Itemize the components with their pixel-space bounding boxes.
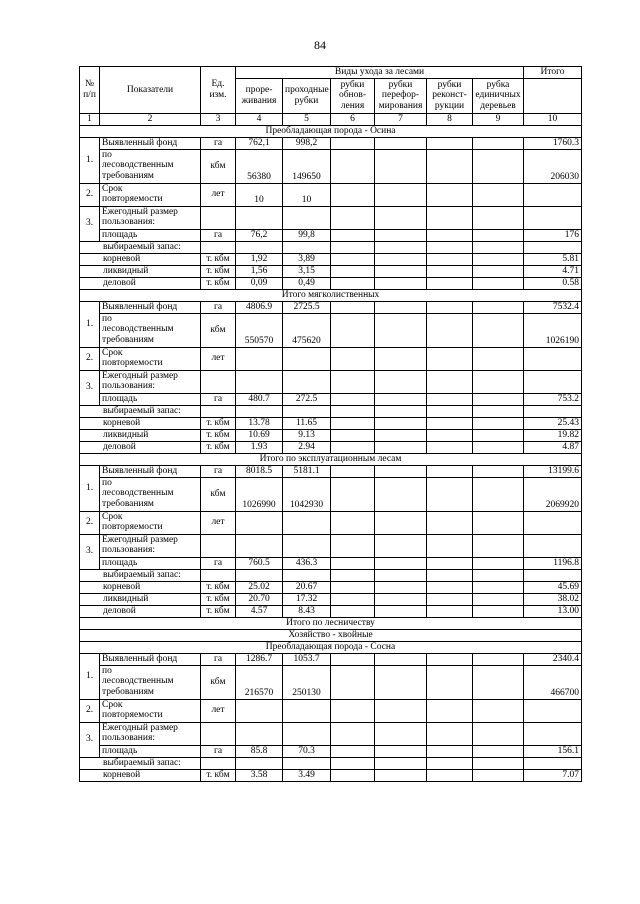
cell-value: 1,92 <box>236 253 283 265</box>
cell-value: 149650 <box>283 149 331 183</box>
stock-row-label: корневой <box>80 253 201 265</box>
stock-row-unit: т. кбм <box>201 605 236 617</box>
cell-value <box>236 699 283 722</box>
forest-care-table <box>79 66 582 782</box>
fund-unit: га <box>201 137 236 149</box>
cell-value: 2725.5 <box>283 301 331 313</box>
stock-label: выбираемый запас: <box>80 405 201 417</box>
row-index: 2. <box>80 183 100 206</box>
cell-value: 10 <box>283 183 331 206</box>
header-total: Итого <box>524 67 582 79</box>
cell-value: 76,2 <box>236 229 283 241</box>
fund-unit: кбм <box>201 149 236 183</box>
cell-total: 13199.6 <box>524 465 582 477</box>
stock-row-label: ликвидный <box>80 429 201 441</box>
stock-row-label: корневой <box>80 769 201 781</box>
col-number: 3 <box>201 113 236 125</box>
period-unit: лет <box>201 347 236 370</box>
cell-total: 38.02 <box>524 593 582 605</box>
cell-total: 753.2 <box>524 393 582 405</box>
cell-total: 4.71 <box>524 265 582 277</box>
area-unit: га <box>201 393 236 405</box>
stock-row-unit: т. кбм <box>201 429 236 441</box>
cell-value <box>283 347 331 370</box>
fund-unit: га <box>201 301 236 313</box>
cell-value: 3.49 <box>283 769 331 781</box>
cell-value: 5181.1 <box>283 465 331 477</box>
period-unit: лет <box>201 183 236 206</box>
period-label: Срок повторяемости <box>100 347 201 370</box>
cell-total: 13.00 <box>524 605 582 617</box>
header-col-reformation: рубки перефор- мирования <box>375 78 427 113</box>
stock-row-unit: т. кбм <box>201 277 236 289</box>
cell-value: 550570 <box>236 313 283 347</box>
cell-value: 10 <box>236 183 283 206</box>
cell-value: 762,1 <box>236 137 283 149</box>
row-index: 1. <box>80 653 100 699</box>
stock-label: выбираемый запас: <box>80 757 201 769</box>
cell-total: 45.69 <box>524 581 582 593</box>
cell-total: 19.82 <box>524 429 582 441</box>
row-index: 1. <box>80 465 100 511</box>
row-index: 2. <box>80 347 100 370</box>
row-index: 3. <box>80 370 100 405</box>
cell-value <box>236 511 283 534</box>
fund-unit: га <box>201 653 236 665</box>
cell-value: 998,2 <box>283 137 331 149</box>
period-label: Срок повторяемости <box>100 183 201 206</box>
fund-unit: га <box>201 465 236 477</box>
col-number: 8 <box>427 113 473 125</box>
area-unit: га <box>201 557 236 569</box>
cell-value: 250130 <box>283 665 331 699</box>
section-title: Преобладающая порода - Сосна <box>80 641 582 653</box>
period-label: Срок повторяемости <box>100 511 201 534</box>
period-unit: лет <box>201 511 236 534</box>
cell-value: 25.02 <box>236 581 283 593</box>
cell-value: 56380 <box>236 149 283 183</box>
cell-value: 70.3 <box>283 745 331 757</box>
col-number: 4 <box>236 113 283 125</box>
cell-total: 156.1 <box>524 745 582 757</box>
area-label: площадь <box>100 393 201 405</box>
cell-total: 466700 <box>524 665 582 699</box>
cell-value: 216570 <box>236 665 283 699</box>
fund-unit: кбм <box>201 313 236 347</box>
header-col-thinning: прорe- живания <box>236 78 283 113</box>
col-number: 6 <box>331 113 375 125</box>
cell-total: 206030 <box>524 149 582 183</box>
stock-row-unit: т. кбм <box>201 253 236 265</box>
cell-total: 1026190 <box>524 313 582 347</box>
area-label: площадь <box>100 557 201 569</box>
cell-total: 2340.4 <box>524 653 582 665</box>
fund-label-cont: по лесоводственным требованиям <box>100 149 201 183</box>
fund-label: Выявленный фонд <box>100 653 201 665</box>
cell-value: 436.3 <box>283 557 331 569</box>
period-unit: лет <box>201 699 236 722</box>
col-number: 7 <box>375 113 427 125</box>
fund-label: Выявленный фонд <box>100 137 201 149</box>
stock-row-label: деловой <box>80 277 201 289</box>
cell-total: 4.87 <box>524 441 582 453</box>
col-number: 9 <box>473 113 524 125</box>
cell-value: 475620 <box>283 313 331 347</box>
cell-value: 3,15 <box>283 265 331 277</box>
section-title: Итого мягколиственных <box>80 289 582 301</box>
page-number: 84 <box>314 38 326 52</box>
cell-value: 11.65 <box>283 417 331 429</box>
cell-value: 17.32 <box>283 593 331 605</box>
row-index: 3. <box>80 534 100 569</box>
stock-row-unit: т. кбм <box>201 265 236 277</box>
area-unit: га <box>201 229 236 241</box>
fund-label-cont: по лесоводственным требованиям <box>100 665 201 699</box>
cell-value: 8018.5 <box>236 465 283 477</box>
fund-label-cont: по лесоводственным требованиям <box>100 477 201 511</box>
col-number: 2 <box>100 113 201 125</box>
cell-value <box>283 511 331 534</box>
cell-value: 8.43 <box>283 605 331 617</box>
cell-value: 1026990 <box>236 477 283 511</box>
cell-value <box>236 347 283 370</box>
stock-label: выбираемый запас: <box>80 241 201 253</box>
cell-value: 13.78 <box>236 417 283 429</box>
cell-value: 4.57 <box>236 605 283 617</box>
cell-value: 0,09 <box>236 277 283 289</box>
stock-label: выбираемый запас: <box>80 569 201 581</box>
area-label: площадь <box>100 229 201 241</box>
section-title: Хозяйство - хвойные <box>80 629 582 641</box>
header-col-renewal: рубки обнов- ления <box>331 78 375 113</box>
col-number: 1 <box>80 113 100 125</box>
row-index: 3. <box>80 722 100 757</box>
col-number: 5 <box>283 113 331 125</box>
fund-unit: кбм <box>201 477 236 511</box>
cell-value: 10.69 <box>236 429 283 441</box>
cell-total: 176 <box>524 229 582 241</box>
header-col-passing: проходные рубки <box>283 78 331 113</box>
stock-row-label: деловой <box>80 605 201 617</box>
cell-value: 760.5 <box>236 557 283 569</box>
cell-value: 1.93 <box>236 441 283 453</box>
header-types-group: Виды ухода за лесами <box>236 67 524 79</box>
row-index: 2. <box>80 511 100 534</box>
stock-row-label: корневой <box>80 581 201 593</box>
cell-value: 99,8 <box>283 229 331 241</box>
stock-row-label: ликвидный <box>80 593 201 605</box>
header-num: № п/п <box>80 67 100 114</box>
cell-total: 2069920 <box>524 477 582 511</box>
stock-row-unit: т. кбм <box>201 593 236 605</box>
section-title: Преобладающая порода - Осина <box>80 125 582 137</box>
header-col-single-trees: рубка единичных деревьев <box>473 78 524 113</box>
cell-value: 20.67 <box>283 581 331 593</box>
cell-total: 0.58 <box>524 277 582 289</box>
cell-total: 1196.8 <box>524 557 582 569</box>
fund-label-cont: по лесоводственным требованиям <box>100 313 201 347</box>
section-title: Итого по эксплуатационным лесам <box>80 453 582 465</box>
row-index: 1. <box>80 137 100 183</box>
stock-row-label: ликвидный <box>80 265 201 277</box>
cell-total: 1760.3 <box>524 137 582 149</box>
stock-row-unit: т. кбм <box>201 441 236 453</box>
stock-row-label: деловой <box>80 441 201 453</box>
cell-value: 3,89 <box>283 253 331 265</box>
size-label: Ежегодный размер пользования: <box>100 534 201 557</box>
cell-value: 1286.7 <box>236 653 283 665</box>
header-col-reconstruction: рубки реконст- рукции <box>427 78 473 113</box>
fund-label: Выявленный фонд <box>100 465 201 477</box>
section-title: Итого по лесничеству <box>80 617 582 629</box>
cell-total: 25.43 <box>524 417 582 429</box>
cell-value: 480.7 <box>236 393 283 405</box>
cell-value: 3.58 <box>236 769 283 781</box>
size-label: Ежегодный размер пользования: <box>100 206 201 229</box>
row-index: 3. <box>80 206 100 241</box>
col-number: 10 <box>524 113 582 125</box>
cell-value: 85.8 <box>236 745 283 757</box>
row-index: 1. <box>80 301 100 347</box>
area-label: площадь <box>100 745 201 757</box>
stock-row-label: корневой <box>80 417 201 429</box>
cell-total: 7.07 <box>524 769 582 781</box>
cell-value: 4806.9 <box>236 301 283 313</box>
stock-row-unit: т. кбм <box>201 417 236 429</box>
cell-value: 9.13 <box>283 429 331 441</box>
stock-row-unit: т. кбм <box>201 769 236 781</box>
size-label: Ежегодный размер пользования: <box>100 722 201 745</box>
header-unit: Ед. изм. <box>201 67 236 114</box>
fund-unit: кбм <box>201 665 236 699</box>
area-unit: га <box>201 745 236 757</box>
cell-value: 1042930 <box>283 477 331 511</box>
size-label: Ежегодный размер пользования: <box>100 370 201 393</box>
cell-value: 1053.7 <box>283 653 331 665</box>
cell-total: 5.81 <box>524 253 582 265</box>
fund-label: Выявленный фонд <box>100 301 201 313</box>
cell-value: 272.5 <box>283 393 331 405</box>
cell-value: 20.70 <box>236 593 283 605</box>
header-indicator: Показатели <box>100 67 201 114</box>
cell-value <box>283 699 331 722</box>
period-label: Срок повторяемости <box>100 699 201 722</box>
row-index: 2. <box>80 699 100 722</box>
stock-row-unit: т. кбм <box>201 581 236 593</box>
cell-value: 2.94 <box>283 441 331 453</box>
cell-total: 7532.4 <box>524 301 582 313</box>
cell-value: 0,49 <box>283 277 331 289</box>
cell-value: 1,56 <box>236 265 283 277</box>
